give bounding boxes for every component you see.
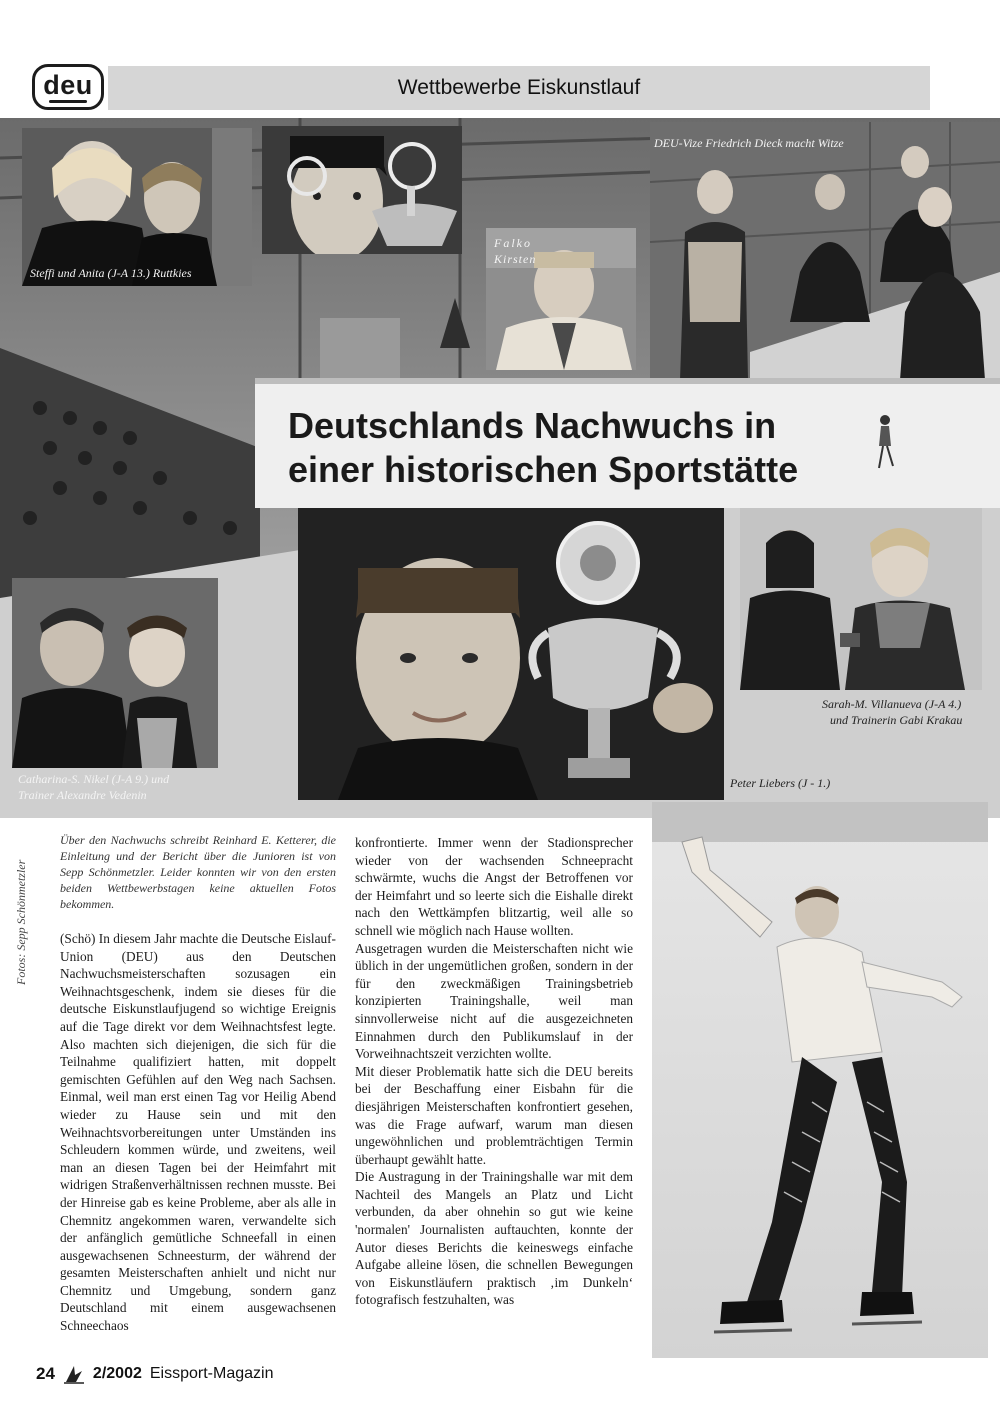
falko-caption-1: Falko — [494, 236, 532, 250]
photo-credit: Fotos: Sepp Schönmetzler — [14, 859, 28, 985]
column-1-paragraph-1: (Schö) In diesem Jahr machte die Deutsche Eislauf-Union (DEU) aus den Deutschen Nachwuchsmeisterschaften sozusagen ein Weihnachtsgeschenk, indem sie dieses für die deutsche Eiskunstlaufjugend so wichtige Ereignis auf die Tage direkt vor dem Weihnachtsfest legte. Also machten sich diejenigen, die sich für die Teilnahme qualifiziert hatten, mit doppelt gemischten Gefühlen auf den Weg nach Sachsen. Einmal, weil man erst einen Tag vor Heilig Abend wieder zu Hause sein und mit den Weihnachtsvorbereitungen unter Umständen ins Schleudern kommen würde, und zweitens, weil man an diesen Tagen bei der Heimfahrt mit widrigen Straßenverhältnissen rechnen musste. Bei der Hinreise gab es keine Probleme, aber als alle in Chemnitz angekommen waren, verwandelte sich der anfänglich gemütliche Schneefall in einen ausgewachsenen Schneesturm, der während der gesamten Meisterschaften anhielt und nicht nur Chemnitz und Umgebung, sondern ganz Deutschland mit einem ausgewachsenen Schneechaos — [60, 931, 336, 1334]
logo-swoosh — [49, 100, 87, 103]
column-2-paragraph-1: konfrontierte. Immer wenn der Stadionsprecher wieder von der wachsenden Schneepracht schwärmte, wuchs die Angst der Betroffenen vor der Heimfahrt und so leerte sich die Eishalle direkt nach den Wettkämpfen blitzartig, weil alle so schnell wie möglich nach Hause wollten. — [355, 835, 633, 938]
article-headline — [288, 404, 888, 492]
page-number: 24 — [36, 1364, 55, 1383]
villanueva-caption-2: und Trainerin Gabi Krakau — [830, 713, 963, 727]
villanueva-krakau-photo — [740, 508, 982, 690]
column-2-paragraph-3: Mit dieser Problematik hatte sich die DEU bereits bei der Beschaffung einer Eisbahn für die diesjährigen Meisterschaften konfrontiert gesehen, was die Frage aufwarf, warum man diesen ungewöhnlichen und problemträchtigen Termin überhaupt gewählt hatte. — [355, 1063, 633, 1167]
falko-caption-2: Kirsten — [494, 252, 537, 266]
column-2-paragraph-4: Die Austragung in der Trainingshalle war mit dem Nachteil des Mangels an Platz und Licht verbunden, da aber ohnehin so gut wie keine 'normalen' Journalisten auftauchten, konnte der Autor dieses Berichts die keineswegs einfache Aufgabe alleine lösen, die schnellen Bewegungen von Eiskunstläufern praktisch ‚im Dunkeln‘ fotografisch festzuhalten, was — [355, 1169, 633, 1308]
deu-vize-caption: DEU-Vize Friedrich Dieck macht Witze — [654, 136, 844, 150]
article-column-2 — [355, 834, 633, 1309]
article-intro: Über den Nachwuchs schreibt Reinhard E. Ketterer, die Einleitung und der Bericht über die Junioren ist von Sepp Schönmetzler. Leider konnten wir von den ersten beiden Wettbewerbstagen keine aktuellen Fotos bekommen. — [60, 833, 336, 911]
ruttkies-caption: Steffi und Anita (J-A 13.) Ruttkies — [30, 266, 192, 280]
magazine-name: Eissport-Magazin — [149, 1365, 274, 1382]
column-2-paragraph-2: Ausgetragen wurden die Meisterschaften nicht wie üblich in der ungemütlichen großen, sondern in der für den zweckmäßigen Trainingsbetrieb konzipierten Trainingshalle, weil man sinnvollerweise nicht auf die ausgezeichneten Einnahmen durch den Publikumslauf in der Vorweihnachtszeit verzichten wollte. — [355, 940, 633, 1062]
section-header: Wettbewerbe Eiskunstlauf — [108, 66, 930, 110]
logo-text: deu — [43, 70, 93, 100]
trophies-girl-photo — [262, 126, 462, 254]
skater-action-photo — [652, 802, 988, 1358]
nikel-vedenin-photo — [12, 578, 218, 768]
nikel-caption-1: Catharina-S. Nikel (J-A 9.) und — [18, 772, 170, 786]
magazine-logo-icon — [63, 1363, 85, 1385]
nikel-caption-2: Trainer Alexandre Vedenin — [18, 788, 147, 802]
liebers-caption: Peter Liebers (J - 1.) — [730, 776, 831, 790]
deu-vize-photo — [650, 122, 1000, 380]
deu-logo — [32, 64, 104, 110]
villanueva-caption-1: Sarah-M. Villanueva (J-A 4.) — [822, 697, 962, 711]
headline-line-1: Deutschlands Nachwuchs in — [288, 405, 777, 446]
page-footer — [36, 1363, 273, 1385]
article-column-1 — [60, 832, 336, 1335]
peter-liebers-photo — [298, 508, 724, 800]
issue-number: 2/2002 — [92, 1365, 142, 1382]
ruttkies-photo — [22, 128, 252, 286]
headline-line-2: einer historischen Sportstätte — [288, 449, 799, 490]
